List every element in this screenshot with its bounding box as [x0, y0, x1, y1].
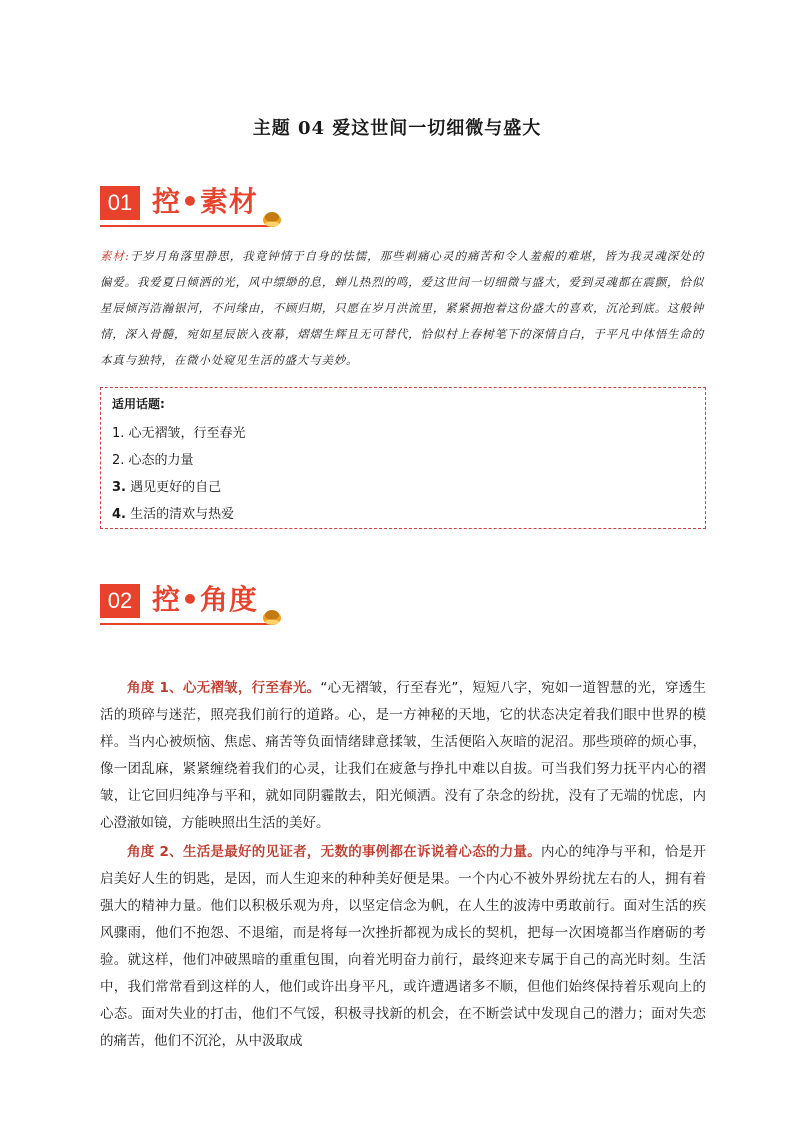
- material-text: 于岁月角落里静思，我竟钟情于自身的怯懦，那些刺痛心灵的痛苦和令人羞赧的难堪，皆为我灵魂深处的偏爱。我爱夏日倾洒的光，风中缥缈的息，蝉儿热烈的鸣，爱这世间一切细微与盛大，爱到灵魂都在震颤，恰似星辰倾泻浩瀚银河，不问缘由，不顾归期，只愿在岁月洪流里，紧紧拥抱着这份盛大的喜欢，沉沦到底。这般钟情，深入骨髓，宛如星辰嵌入夜幕，熠熠生辉且无可替代，恰似村上春树笔下的深情自白，于平凡中体悟生命的本真与独特，在微小处窥见生活的盛大与美妙。: [100, 249, 705, 367]
- topic-item: 2. 心态的力量: [112, 453, 194, 468]
- section-label: 控•角度: [152, 583, 258, 616]
- topic-item: 1. 心无褶皱，行至春光: [112, 426, 246, 441]
- section-number: 02: [100, 584, 140, 618]
- topics-label: 适用话题:: [112, 397, 165, 411]
- angle-paragraph: [100, 675, 706, 837]
- topic-item: 3. 遇见更好的自己: [112, 480, 222, 495]
- angle-text: “心无褶皱，行至春光”，短短八字，宛如一道智慧的光，穿透生活的琐碎与迷茫，照亮我们前行的道路。心，是一方神秘的天地，它的状态决定着我们眼中世界的模样。当内心被烦恼、焦虑、痛苦等负面情绪肆意揉皱，生活便陷入灰暗的泥沼。那些琐碎的烦心事，像一团乱麻，紧紧缠绕着我们的心灵，让我们在疲惫与挣扎中难以自拔。可当我们努力抚平内心的褶皱，让它回归纯净与平和，就如同阴霾散去，阳光倾洒。没有了杂念的纷扰，没有了无端的忧虑，内心澄澈如镜，方能映照出生活的美好。: [100, 680, 706, 831]
- topic-item: 4. 生活的清欢与热爱: [112, 507, 235, 522]
- angle-lead: 角度 1、心无褶皱，行至春光。: [127, 680, 321, 696]
- section-number: 01: [100, 186, 140, 220]
- section-underline: [100, 623, 270, 625]
- angle-lead: 角度 2、生活是最好的见证者，无数的事例都在诉说着心态的力量。: [127, 844, 542, 860]
- topics-box: [100, 387, 706, 529]
- section-underline: [100, 225, 270, 227]
- material-lead: 素材:: [100, 249, 130, 263]
- page-title: 主题 04 爱这世间一切细微与盛大: [252, 118, 542, 139]
- chestnut-icon: [262, 208, 282, 228]
- section-label: 控•素材: [152, 185, 258, 218]
- angles-body: [100, 675, 706, 1057]
- material-paragraph: [100, 243, 704, 373]
- angle-paragraph: [100, 839, 706, 1055]
- chestnut-icon: [262, 606, 282, 626]
- angle-text: 内心的纯净与平和，恰是开启美好人生的钥匙，是因，而人生迎来的种种美好便是果。一个内心不被外界纷扰左右的人，拥有着强大的精神力量。他们以积极乐观为舟，以坚定信念为帆，在人生的波涛中勇敢前行。面对生活的疾风骤雨，他们不抱怨、不退缩，而是将每一次挫折都视为成长的契机，把每一次困境都当作磨砺的考验。就这样，他们冲破黑暗的重重包围，向着光明奋力前行，最终迎来专属于自己的高光时刻。生活中，我们常常看到这样的人，他们或许出身平凡，或许遭遇诸多不顺，但他们始终保持着乐观向上的心态。面对失业的打击，他们不气馁，积极寻找新的机会，在不断尝试中发现自己的潜力；面对失恋的痛苦，他们不沉沦，从中汲取成: [100, 844, 707, 1049]
